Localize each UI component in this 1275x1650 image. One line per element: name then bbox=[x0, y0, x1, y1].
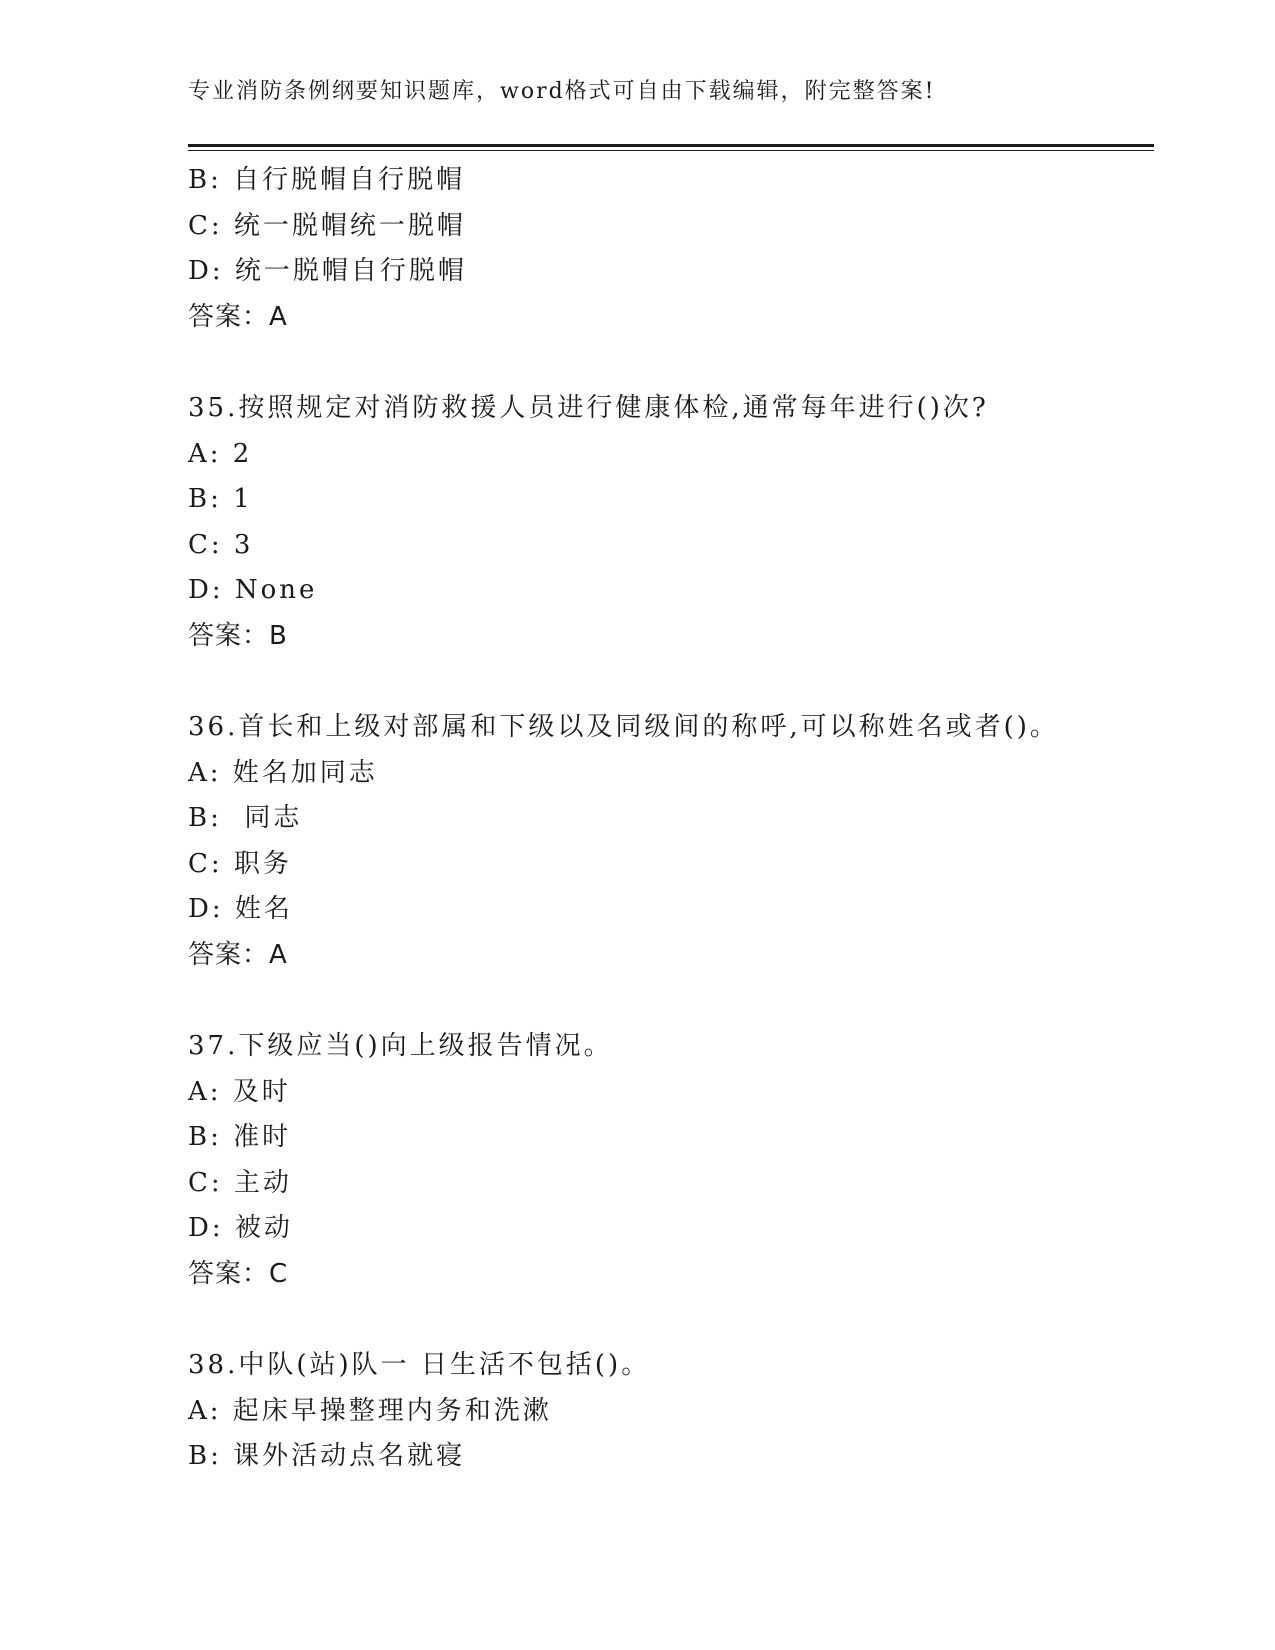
page-header: 专业消防条例纲要知识题库，word格式可自由下载编辑，附完整答案! bbox=[188, 79, 936, 104]
option-d: D: 姓名 bbox=[188, 894, 293, 924]
question-list bbox=[188, 158, 1154, 1480]
question-35 bbox=[188, 386, 1154, 659]
question-gap bbox=[188, 659, 1154, 705]
option-c: C: 主动 bbox=[188, 1167, 292, 1198]
question-stem: 38.中队(站)队一 日生活不包括()。 bbox=[188, 1350, 651, 1380]
header-rule-thick bbox=[188, 144, 1154, 147]
partial-question bbox=[188, 158, 1154, 340]
option-a: A: 及时 bbox=[188, 1076, 291, 1107]
question-stem: 35.按照规定对消防救援人员进行健康体检,通常每年进行()次? bbox=[188, 393, 989, 423]
answer-line: 答案：B bbox=[188, 620, 288, 651]
option-d: D: 统一脱帽自行脱帽 bbox=[188, 256, 467, 286]
option-c: C: 3 bbox=[188, 529, 254, 560]
option-b: B: 准时 bbox=[188, 1122, 292, 1152]
question-stem: 37.下级应当()向上级报告情况。 bbox=[188, 1031, 613, 1061]
question-38 bbox=[188, 1343, 1154, 1480]
question-36 bbox=[188, 705, 1154, 978]
question-gap bbox=[188, 978, 1154, 1024]
option-b: B: 课外活动点名就寝 bbox=[188, 1441, 466, 1471]
option-d: D: None bbox=[188, 575, 318, 605]
option-b: B: 自行脱帽自行脱帽 bbox=[188, 165, 466, 195]
answer-line: 答案：A bbox=[188, 301, 288, 332]
option-c: C: 职务 bbox=[188, 848, 292, 879]
question-37 bbox=[188, 1024, 1154, 1297]
answer-line: 答案：A bbox=[188, 939, 288, 970]
option-a: A: 起床早操整理内务和洗漱 bbox=[188, 1395, 552, 1426]
option-b: B: 1 bbox=[188, 484, 253, 514]
header-rule-thin bbox=[188, 150, 1154, 151]
option-b: B: 同志 bbox=[188, 803, 303, 833]
question-gap bbox=[188, 340, 1154, 386]
answer-line: 答案：C bbox=[188, 1258, 289, 1289]
option-a: A: 姓名加同志 bbox=[188, 757, 378, 788]
question-gap bbox=[188, 1297, 1154, 1343]
option-d: D: 被动 bbox=[188, 1213, 293, 1243]
option-c: C: 统一脱帽统一脱帽 bbox=[188, 210, 466, 241]
question-stem: 36.首长和上级对部属和下级以及同级间的称呼,可以称姓名或者()。 bbox=[188, 712, 1059, 742]
option-a: A: 2 bbox=[188, 438, 253, 469]
